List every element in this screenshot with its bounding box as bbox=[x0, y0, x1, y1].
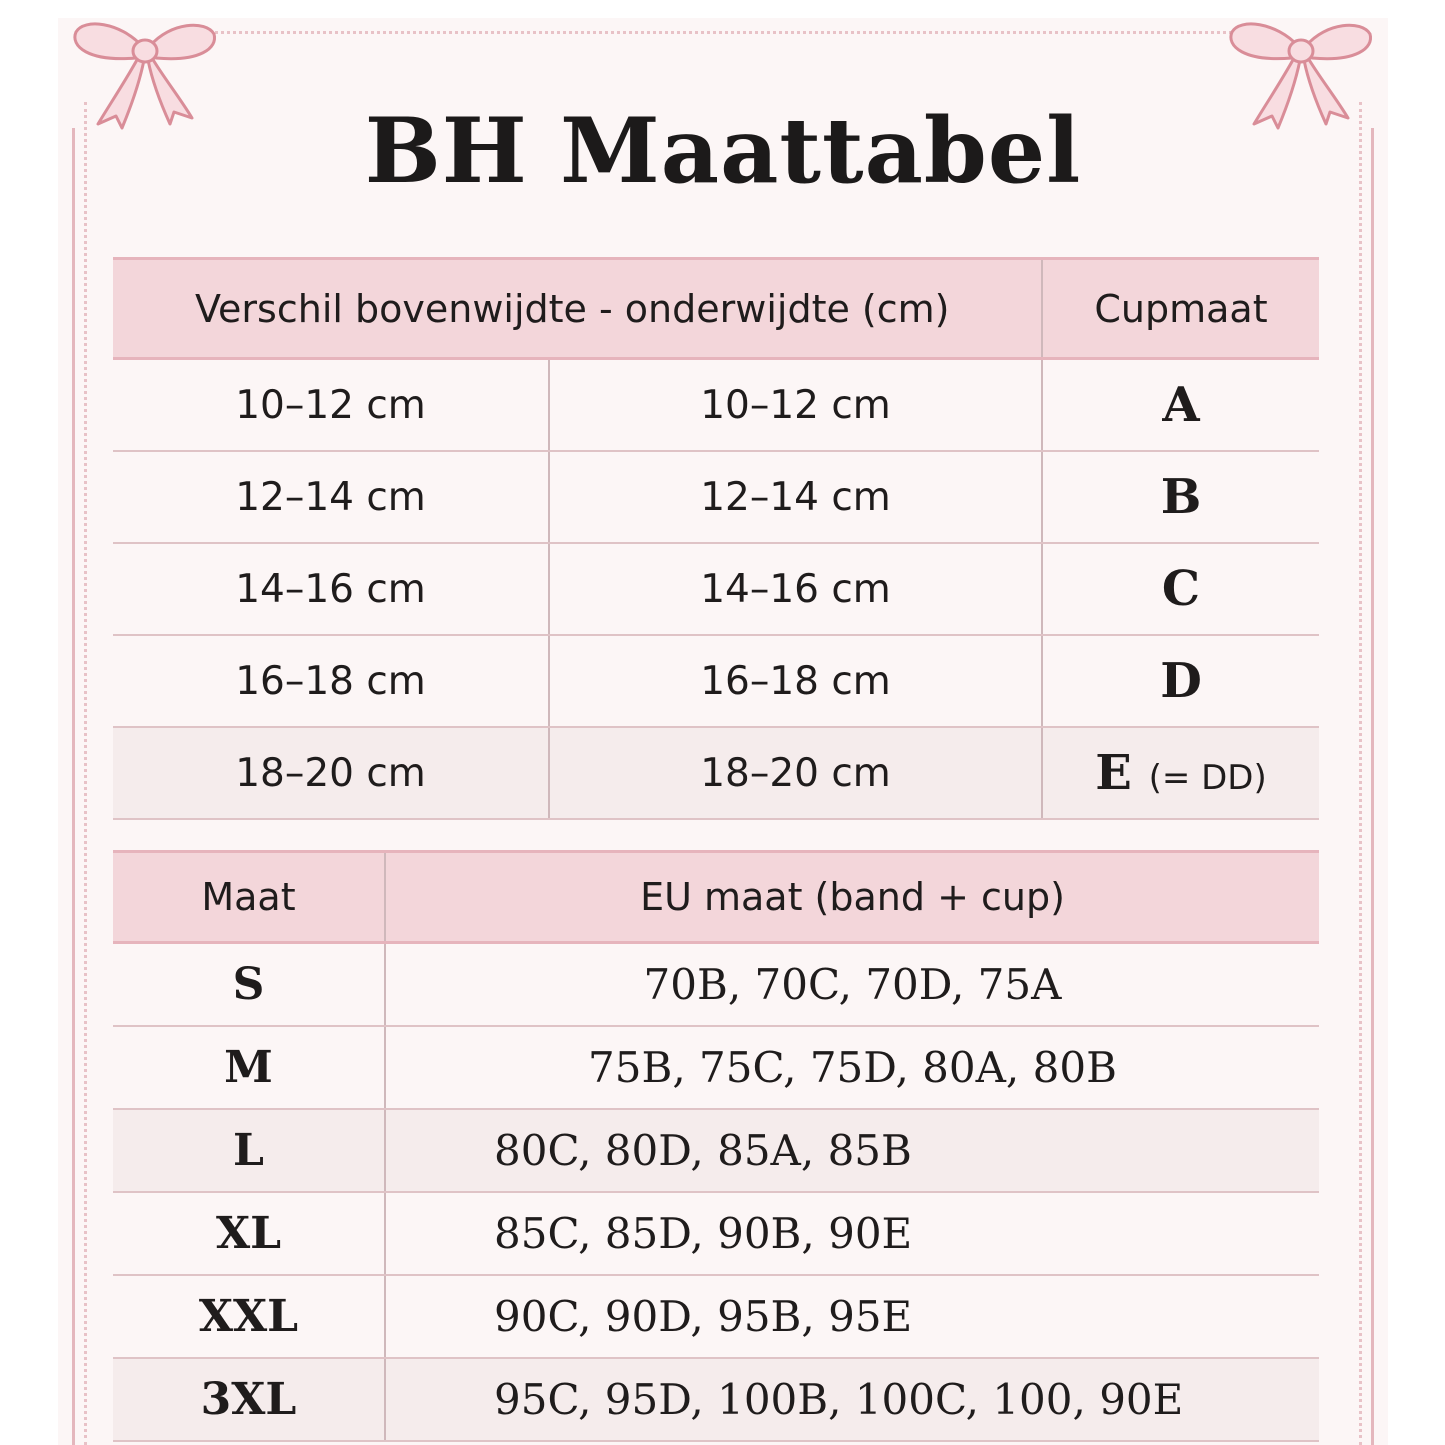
size-chart-card bbox=[58, 18, 1388, 1445]
table-row bbox=[113, 543, 1319, 635]
frame-dots-right bbox=[1359, 102, 1362, 1445]
table-row bbox=[113, 1192, 1319, 1275]
frame-line-right bbox=[1371, 128, 1374, 1445]
cup-cell bbox=[1042, 451, 1319, 543]
cup-letter: C bbox=[1161, 561, 1201, 617]
eu-size-cell: 75B, 75C, 75D, 80A, 80B bbox=[385, 1026, 1319, 1109]
size-cell: M bbox=[113, 1026, 385, 1109]
cup-letter: A bbox=[1162, 377, 1200, 433]
size-cell: L bbox=[113, 1109, 385, 1192]
range-cell: 12–14 cm bbox=[549, 451, 1042, 543]
eu-size-cell: 90C, 90D, 95B, 95E bbox=[385, 1275, 1319, 1358]
table-row bbox=[113, 635, 1319, 727]
range-cell: 18–20 cm bbox=[549, 727, 1042, 819]
header-difference: Verschil bovenwijdte - onderwijdte (cm) bbox=[113, 259, 1042, 359]
cup-letter: D bbox=[1160, 653, 1202, 709]
eu-size-cell: 95C, 95D, 100B, 100C, 100, 90E bbox=[385, 1358, 1319, 1441]
eu-size-cell: 70B, 70C, 70D, 75A bbox=[385, 943, 1319, 1027]
table-header-row bbox=[113, 852, 1319, 943]
cup-letter: B bbox=[1160, 469, 1202, 525]
page-title: BH Maattabel bbox=[364, 98, 1082, 204]
range-cell: 14–16 cm bbox=[113, 543, 549, 635]
range-cell: 16–18 cm bbox=[549, 635, 1042, 727]
cup-cell bbox=[1042, 727, 1319, 819]
table-row bbox=[113, 1109, 1319, 1192]
eu-size-cell: 80C, 80D, 85A, 85B bbox=[385, 1109, 1319, 1192]
table-row bbox=[113, 1358, 1319, 1441]
table-row bbox=[113, 359, 1319, 452]
table-row bbox=[113, 943, 1319, 1027]
cup-cell bbox=[1042, 359, 1319, 452]
frame-dots-top bbox=[208, 31, 1238, 34]
eu-size-cell: 85C, 85D, 90B, 90E bbox=[385, 1192, 1319, 1275]
table-row bbox=[113, 1026, 1319, 1109]
range-cell: 16–18 cm bbox=[113, 635, 549, 727]
cup-cell bbox=[1042, 543, 1319, 635]
size-cell: XL bbox=[113, 1192, 385, 1275]
range-cell: 12–14 cm bbox=[113, 451, 549, 543]
size-cell: S bbox=[113, 943, 385, 1027]
table-row bbox=[113, 451, 1319, 543]
size-cell: XXL bbox=[113, 1275, 385, 1358]
header-eu-size: EU maat (band + cup) bbox=[385, 852, 1319, 943]
frame-dots-left bbox=[84, 102, 87, 1445]
cup-letter: E bbox=[1095, 745, 1132, 801]
eu-size-table bbox=[113, 850, 1319, 1442]
cup-size-table bbox=[113, 257, 1319, 820]
frame-line-left bbox=[72, 128, 75, 1445]
table-header-row bbox=[113, 259, 1319, 359]
table-row bbox=[113, 727, 1319, 819]
range-cell: 10–12 cm bbox=[113, 359, 549, 452]
size-cell: 3XL bbox=[113, 1358, 385, 1441]
header-cup: Cupmaat bbox=[1042, 259, 1319, 359]
range-cell: 14–16 cm bbox=[549, 543, 1042, 635]
table-row bbox=[113, 1275, 1319, 1358]
header-size: Maat bbox=[113, 852, 385, 943]
range-cell: 18–20 cm bbox=[113, 727, 549, 819]
range-cell: 10–12 cm bbox=[549, 359, 1042, 452]
cup-cell bbox=[1042, 635, 1319, 727]
cup-note: (= DD) bbox=[1148, 758, 1267, 798]
